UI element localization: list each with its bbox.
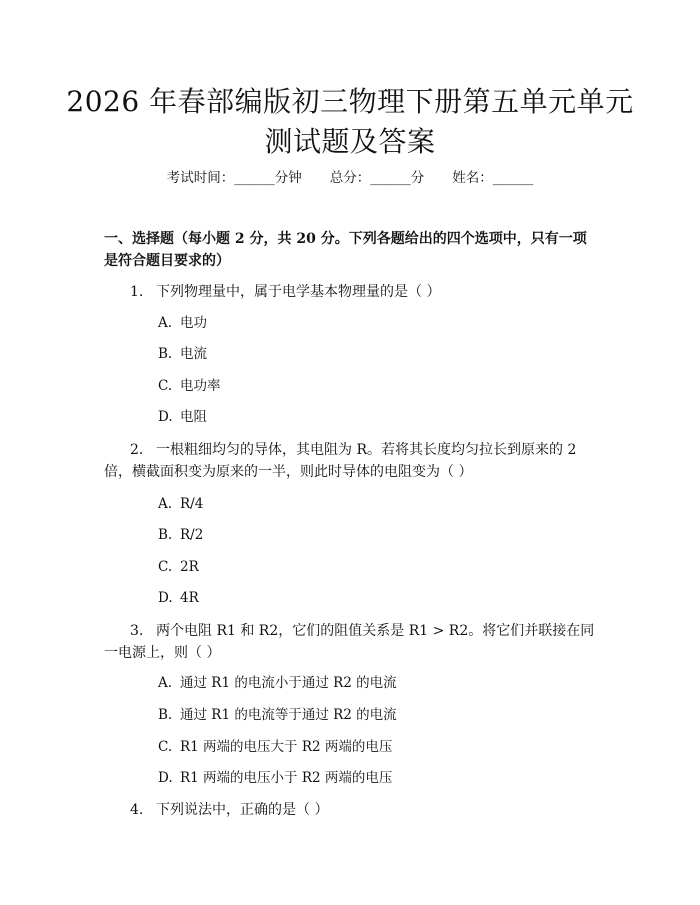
question-number: 4. [130,802,144,818]
question-1 [104,281,596,303]
exam-time-field: 考试时间：______分钟 [166,170,302,186]
option [158,705,397,725]
option-letter: A. [158,496,173,512]
option-text: 电功 [180,315,207,331]
option-text: 通过 R1 的电流等于通过 R2 的电流 [180,707,397,723]
option-letter: D. [158,590,173,606]
option-letter: A. [158,675,173,691]
option [158,673,397,693]
option-text: R/2 [180,527,204,543]
option-letter: B. [158,346,173,362]
question-text: 两个电阻 R1 和 R2，它们的阻值关系是 R1 > R2。将它们并联接在同一电源上，则（ ） [104,623,595,661]
option [158,313,207,333]
document-title: 2026 年春部编版初三物理下册第五单元单元测试题及答案 [66,85,634,158]
question-4 [104,799,596,821]
option-text: 电阻 [180,409,207,425]
question-2 [104,439,596,483]
option-text: 4R [180,590,199,606]
question-number: 3. [130,623,144,639]
option-letter: C. [158,378,173,394]
option [158,557,199,577]
question-number: 2. [130,442,144,458]
option-text: R/4 [180,496,204,512]
option [158,768,392,788]
option-text: 电功率 [180,378,221,394]
question-text: 下列说法中，正确的是（ ） [156,802,329,818]
option [158,407,207,427]
question-text: 一根粗细均匀的导体，其电阻为 R。若将其长度均匀拉长到原来的 2 倍，横截面积变为原来的一半，则此时导体的电阻变为（ ） [104,442,577,480]
option [158,344,207,364]
student-name-field: 姓名：______ [452,170,534,186]
option-letter: C. [158,559,173,575]
option [158,525,203,545]
section-heading: 一、选择题（每小题 2 分，共 20 分。下列各题给出的四个选项中，只有一项是符合题目要求的） [104,231,587,269]
exam-meta [0,168,700,188]
option [158,588,199,608]
option-text: 电流 [180,346,207,362]
option-letter: B. [158,707,173,723]
option-letter: D. [158,409,173,425]
option-letter: D. [158,770,173,786]
option-letter: C. [158,739,173,755]
question-text: 下列物理量中，属于电学基本物理量的是（ ） [156,284,441,300]
question-3 [104,620,596,664]
option-text: R1 两端的电压小于 R2 两端的电压 [180,770,393,786]
option-text: R1 两端的电压大于 R2 两端的电压 [180,739,393,755]
option [158,494,203,514]
question-number: 1. [130,284,144,300]
option [158,376,221,396]
option-text: 通过 R1 的电流小于通过 R2 的电流 [180,675,397,691]
total-score-field: 总分：______分 [329,170,425,186]
option [158,737,392,757]
option-text: 2R [180,559,199,575]
option-letter: B. [158,527,173,543]
option-letter: A. [158,315,173,331]
